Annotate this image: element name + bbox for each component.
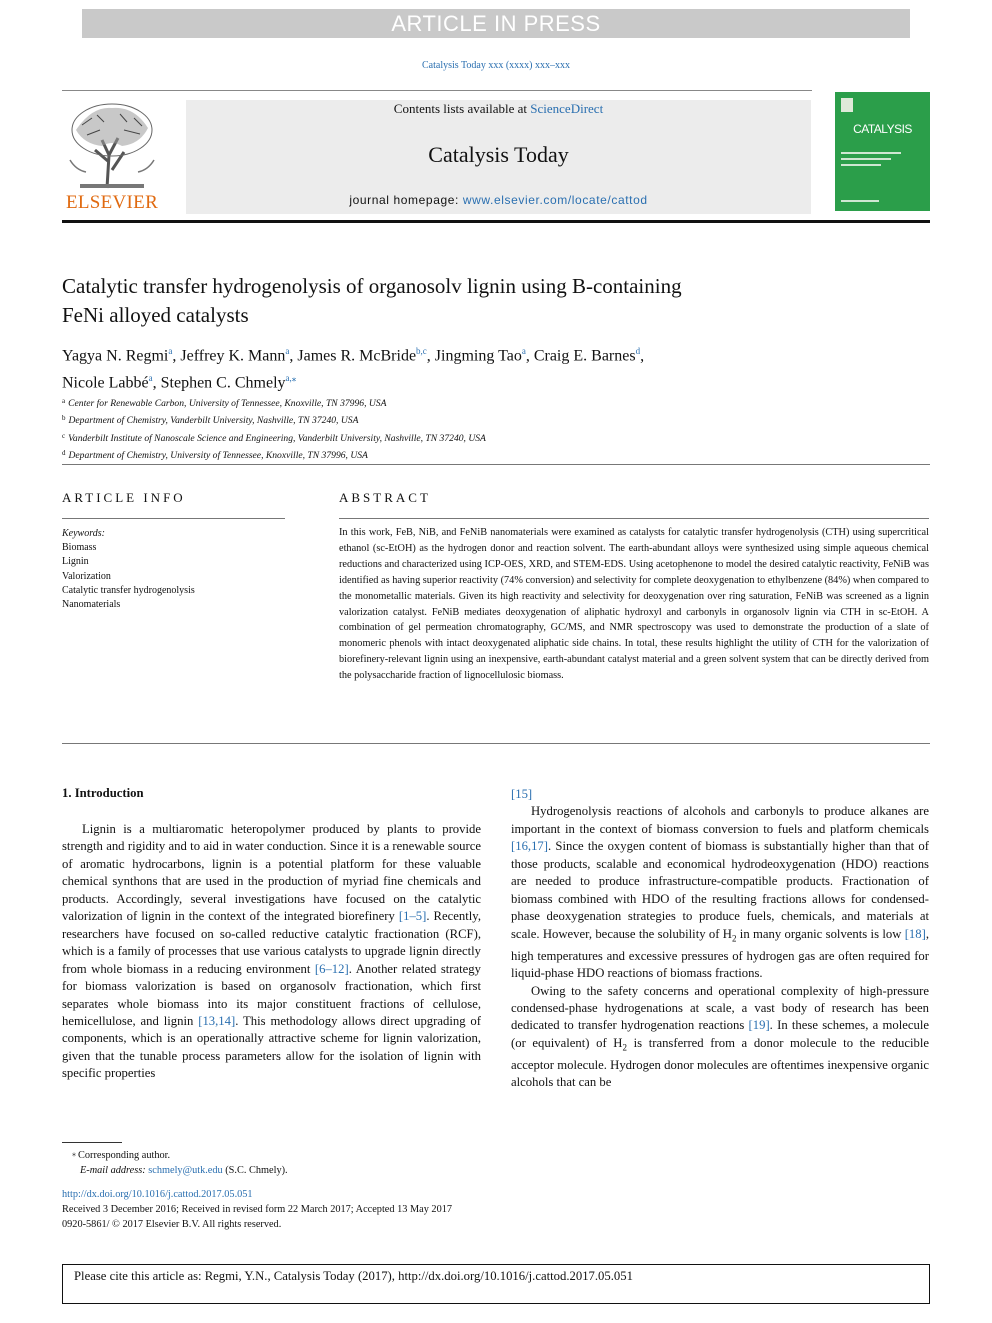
author-name: Nicole Labbé bbox=[62, 374, 149, 392]
author-name: Jeffrey K. Mann bbox=[180, 347, 286, 365]
affiliation-text: Department of Chemistry, University of Tennessee, Knoxville, TN 37996, USA bbox=[68, 449, 368, 461]
author-separator: , bbox=[426, 347, 435, 365]
footnote-rule bbox=[62, 1142, 122, 1143]
affiliation-bottom-rule bbox=[62, 464, 930, 465]
reference-link[interactable]: [15] bbox=[511, 787, 533, 801]
doi-link[interactable]: http://dx.doi.org/10.1016/j.cattod.2017.05.051 bbox=[62, 1189, 253, 1200]
author-affil-sup[interactable]: a bbox=[148, 373, 153, 384]
body-text: Owing to the safety concerns and operational complexity of high-pressure condensed-phase hydrogenations at scale, a vast body of research has been dedicated to transfer hydrogenation reactions bbox=[511, 983, 929, 1033]
author-name: Stephen C. Chmely bbox=[160, 374, 286, 392]
keyword-item: Catalytic transfer hydrogenolysis bbox=[62, 584, 195, 596]
keyword-item: Biomass bbox=[62, 542, 97, 554]
affiliation-text: Center for Renewable Carbon, University of Tennessee, Knoxville, TN 37996, USA bbox=[68, 398, 387, 409]
author-affil-sup[interactable]: a bbox=[168, 346, 173, 356]
affiliation-text: Vanderbilt Institute of Nanoscale Science and Engineering, Vanderbilt University, Nashville, TN 37240, USA bbox=[68, 432, 486, 444]
affiliation-item bbox=[62, 394, 922, 411]
abstract-heading: ABSTRACT bbox=[339, 490, 431, 505]
author-name: Jingming Tao bbox=[434, 347, 522, 365]
contents-line bbox=[186, 101, 811, 117]
author-line-2 bbox=[62, 367, 922, 394]
intro-left-column bbox=[62, 821, 481, 1083]
email-label: E-mail address: bbox=[80, 1165, 149, 1176]
author-separator: , bbox=[289, 347, 298, 365]
cite-text[interactable]: Please cite this article as: Regmi, Y.N., Catalysis Today (2017), http://dx.doi.org/10.1016/j.cattod.2017.05.051 bbox=[74, 1269, 633, 1283]
body-text: , high temperatures and excessive pressures of hydrogen gas are often required for liquid-phase HDO reactions of biomass fractions. bbox=[511, 926, 930, 981]
journal-citation-line[interactable]: Catalysis Today xxx (xxxx) xxx–xxx bbox=[422, 60, 570, 71]
abstract-bottom-rule bbox=[62, 743, 930, 744]
body-text: . Since the oxygen content of biomass is substantially higher than that of those products, scalable and economical hydrodeoxygenation (HDO) reactions are needed to produce infrastructure-compatible products. Fractionation of biomass combined with HDO of the resulting fractions allows for condensed-phase deoxygenation strategies to produce fuels, chemicals, and materials at scale. However, because the solubility of H bbox=[511, 839, 929, 941]
abstract-text: In this work, FeB, NiB, and FeNiB nanomaterials were examined as catalysts for catalytic transfer hydrogenolysis (CTH) using supercritical ethanol (sc-EtOH) as the hydrogen donor and reaction solvent. The earth-abundant alloys were synthesized using simple aqueous chemical reductions and characterized using ICP-OES, XRD, and STEM-EDS. Using acetophenone to model the desired catalytic reactivity, FeNiB was identified as having superior reactivity (74% conversion) and selectivity for complete deoxygenation to ethylbenzene (84%) when compared to the monometallic materials. Given its high reactivity and selectivity for deoxygenation over ring saturation, FeNiB was screened as a lignin valorization catalyst. FeNiB mediates deoxygenation of aliphatic hydroxyl and carbonyls in organosolv lignin via CTH in sc-EtOH. A combination of gel permeation chromatography, GC/MS, and NMR spectroscopy was used to demonstrate the production of a slate of monomeric phenols with intact deoxygenated aliphatic side chains. In total, these results highlight the utility of CTH for the valorization of biorefinery-relevant lignin using an inexpensive, earth-abundant catalyst material and a green solvent system that can be directly derived from the polysaccharide fraction of lignocellulosic biomass. bbox=[339, 527, 929, 682]
article-info-rule bbox=[62, 518, 285, 519]
elsevier-wordmark: ELSEVIER bbox=[65, 192, 159, 213]
keyword-item: Lignin bbox=[62, 556, 89, 568]
affiliation-key: d bbox=[62, 448, 66, 457]
keywords-block bbox=[62, 527, 292, 612]
header-bottom-rule bbox=[62, 220, 930, 223]
footnotes bbox=[62, 1146, 562, 1178]
article-title bbox=[62, 272, 922, 330]
author-name: Craig E. Barnes bbox=[533, 347, 636, 365]
email-note bbox=[62, 1163, 562, 1178]
intro-paragraph-1 bbox=[62, 821, 481, 1083]
body-text: . This methodology allows direct upgrading of components, which is an operationally attractive scheme for lignin valorization, given that the tunable process parameters allow for the isolation of lignin with specific properties bbox=[62, 1013, 481, 1081]
dates-line: Received 3 December 2016; Received in revised form 22 March 2017; Accepted 13 May 2017 bbox=[62, 1204, 453, 1215]
author-separator: , bbox=[152, 374, 161, 392]
author-list bbox=[62, 340, 922, 395]
reference-link[interactable]: [16,17] bbox=[511, 839, 548, 854]
email-suffix: (S.C. Chmely). bbox=[222, 1165, 288, 1176]
homepage-link[interactable]: www.elsevier.com/locate/cattod bbox=[462, 193, 648, 207]
affiliation-item bbox=[62, 446, 922, 463]
reference-link[interactable]: [6–12] bbox=[314, 961, 349, 976]
affiliation-key: b bbox=[62, 414, 66, 423]
subscript: 2 bbox=[622, 1042, 627, 1053]
body-text: . Recently, researchers have focused on so-called reductive catalytic fractionation (RCF), which is a family of processes that use various catalysts to upgrade lignin directly from whole biomass in a reducing environment bbox=[62, 909, 481, 976]
contents-prefix: Contents lists available at bbox=[393, 101, 531, 116]
homepage-prefix: journal homepage: bbox=[349, 193, 463, 207]
author-name: Yagya N. Regmi bbox=[62, 347, 169, 365]
cite-this-article-box bbox=[62, 1264, 930, 1304]
asterisk-icon: ⁎ bbox=[72, 1149, 78, 1158]
affiliation-list bbox=[62, 394, 922, 463]
journal-cover-image[interactable] bbox=[835, 92, 930, 211]
subscript: 2 bbox=[731, 933, 737, 944]
author-separator: , bbox=[525, 347, 534, 365]
affiliation-item bbox=[62, 411, 922, 428]
affiliation-text: Department of Chemistry, Vanderbilt University, Nashville, TN 37240, USA bbox=[68, 415, 359, 427]
cover-title: CATALYSIS bbox=[853, 122, 912, 136]
journal-homepage-line bbox=[186, 193, 811, 207]
intro-paragraph-3 bbox=[511, 983, 929, 1092]
body-text: . In these schemes, a molecule (or equivalent) of H bbox=[511, 1018, 929, 1050]
body-text: . Another related strategy for biomass valorization is based on organosolv fractionation, which first separates whole biomass into its major constituent fractions of cellulose, hemicellulose, and lignin bbox=[62, 961, 481, 1028]
journal-title: Catalysis Today bbox=[428, 142, 569, 167]
abstract-rule bbox=[339, 518, 929, 519]
copyright-line: 0920-5861/ © 2017 Elsevier B.V. All rights reserved. bbox=[62, 1219, 282, 1230]
author-line-1 bbox=[62, 340, 922, 367]
article-title-line2: FeNi alloyed catalysts bbox=[62, 303, 249, 327]
author-separator: , bbox=[640, 347, 645, 365]
corresponding-text: Corresponding author. bbox=[78, 1150, 171, 1161]
keyword-item: Valorization bbox=[62, 570, 111, 582]
affiliation-key: c bbox=[62, 431, 66, 440]
body-text: Lignin is a multiaromatic heteropolymer produced by plants to provide strength and rigidity and to aid in water conduction. Since it is a renewable source of aromatic hydrocarbons, lignin is a potential platform for these valuable chemical synthons that are used in the production of myriad fine chemicals and products. Accordingly, several investigations have focused on the catalytic valorization of lignin in the context of the integrated biorefinery bbox=[62, 822, 481, 924]
body-text: in many organic solvents is low bbox=[736, 926, 905, 941]
keyword-item: Nanomaterials bbox=[62, 599, 121, 611]
affiliation-key: a bbox=[62, 397, 66, 405]
author-affil-sup[interactable]: a bbox=[521, 346, 526, 356]
intro-right-column bbox=[511, 786, 929, 1092]
publication-info bbox=[62, 1187, 662, 1232]
author-separator: , bbox=[172, 347, 181, 365]
email-link[interactable]: schmely@utk.edu bbox=[148, 1165, 223, 1176]
article-title-line1: Catalytic transfer hydrogenolysis of organosolv lignin using B-containing bbox=[62, 274, 682, 298]
continued-reference bbox=[511, 786, 929, 803]
reference-link[interactable]: [13,14] bbox=[198, 1013, 236, 1028]
keywords-label: Keywords: bbox=[62, 528, 105, 539]
intro-paragraph-2 bbox=[511, 803, 929, 982]
reference-link[interactable]: [1–5] bbox=[398, 909, 427, 924]
author-affil-sup[interactable]: d bbox=[635, 346, 641, 356]
article-info-heading: ARTICLE INFO bbox=[62, 490, 186, 505]
reference-link[interactable]: [18] bbox=[904, 926, 926, 941]
elsevier-tree-icon bbox=[62, 100, 162, 192]
reference-link[interactable]: [19] bbox=[748, 1018, 770, 1033]
corresponding-author-note bbox=[62, 1146, 562, 1163]
body-text: is transferred from a donor molecule to the reducible acceptor molecule. Hydrogen donor molecules are oftentimes inexpensive organic alcohols that can be bbox=[511, 1035, 929, 1090]
introduction-heading: 1. Introduction bbox=[62, 786, 144, 800]
article-in-press-banner: ARTICLE IN PRESS bbox=[82, 9, 910, 38]
author-affil-sup[interactable]: a bbox=[285, 346, 290, 356]
author-affil-sup[interactable]: b,c bbox=[416, 346, 427, 356]
sciencedirect-link[interactable]: ScienceDirect bbox=[530, 101, 604, 116]
author-name: James R. McBride bbox=[297, 347, 417, 365]
affiliation-item bbox=[62, 429, 922, 446]
author-affil-sup[interactable]: a,⁎ bbox=[285, 373, 297, 384]
body-text: Hydrogenolysis reactions of alcohols and carbonyls to produce alkanes are important in the context of biomass conversion to fuels and platform chemicals bbox=[511, 804, 929, 836]
header-top-rule bbox=[62, 90, 812, 91]
